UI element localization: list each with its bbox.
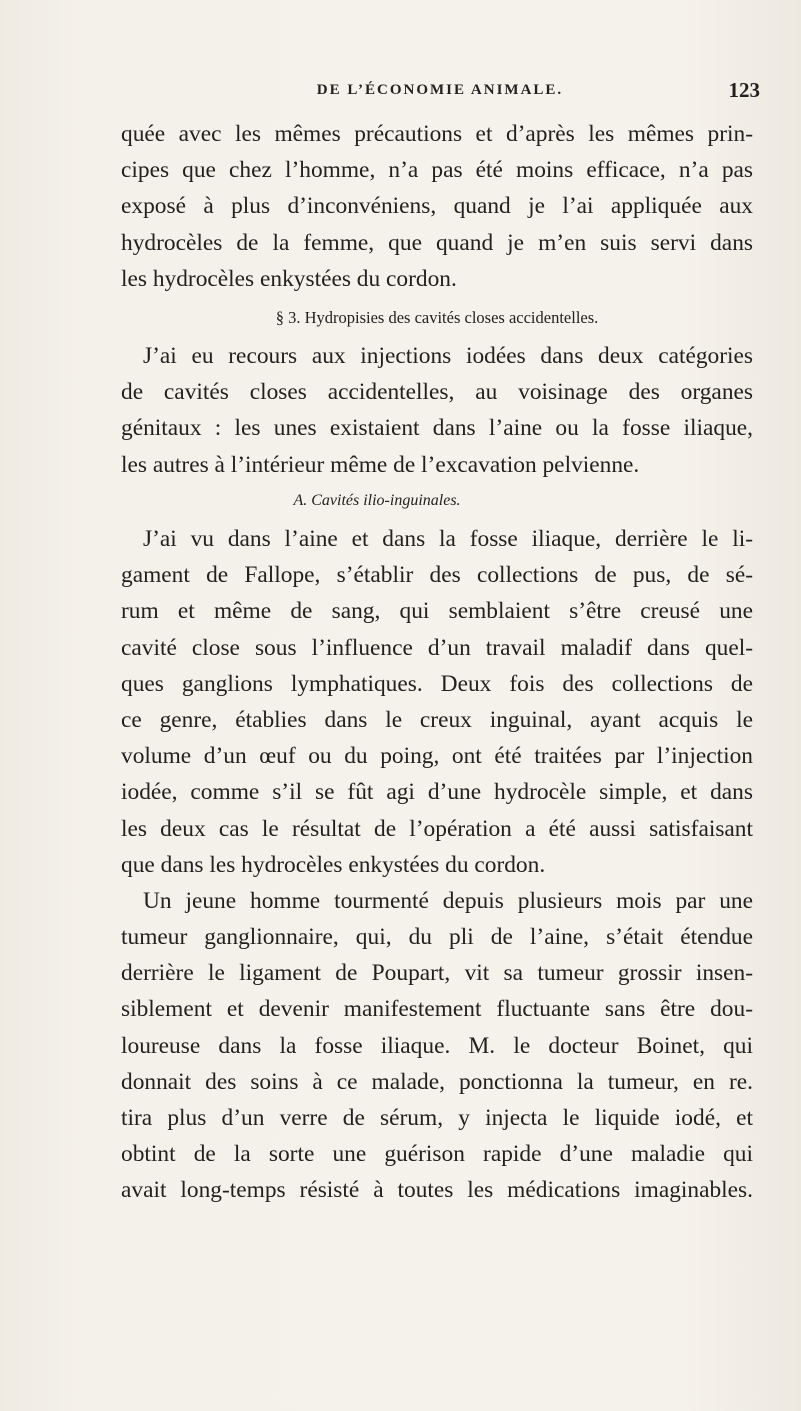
- paragraph-cavites-closes: [121, 338, 753, 483]
- text-line: tira plus d’un verre de sérum, y injecta le liquide iodé, et: [121, 1105, 753, 1131]
- text-line: Un jeune homme tourmenté depuis plusieurs mois par une: [143, 887, 753, 914]
- text-line: loureuse dans la fosse iliaque. M. le docteur Boinet, qui: [121, 1032, 753, 1059]
- text-line: tumeur ganglionnaire, qui, du pli de l’aine, s’était étendue: [121, 924, 753, 951]
- paragraph-continuation: [121, 116, 753, 297]
- text-line: avait long-temps résisté à toutes les médications imaginables.: [121, 1177, 753, 1204]
- text-line: cavité close sous l’influence d’un travail maladif dans quel-: [121, 634, 753, 661]
- text-line: que dans les hydrocèles enkystées du cordon.: [121, 851, 546, 878]
- section-heading-block: [121, 303, 753, 333]
- page-header: [120, 78, 760, 110]
- text-line: les autres à l’intérieur même de l’excavation pelvienne.: [121, 451, 640, 478]
- text-line: obtint de la sorte une guérison rapide d’une maladie qui: [121, 1141, 753, 1168]
- page-number: 123: [728, 78, 760, 102]
- text-line: donnait des soins à ce malade, ponctionna la tumeur, en re.: [121, 1068, 753, 1095]
- text-line: rum et même de sang, qui semblaient s’être creusé une: [121, 598, 753, 625]
- text-line: siblement et devenir manifestement fluctuante sans être dou-: [121, 996, 753, 1023]
- subheading: A. Cavités ilio-inguinales.: [293, 492, 461, 509]
- text-line: ce genre, établies dans le creux inguinal, ayant acquis le: [121, 706, 753, 733]
- text-line: quée avec les mêmes précautions et d’après les mêmes prin-: [121, 121, 753, 147]
- text-line: J’ai eu recours aux injections iodées dans deux catégories: [143, 343, 753, 369]
- text-line: cipes que chez l’homme, n’a pas été moins efficace, n’a pas: [121, 157, 753, 184]
- text-line: volume d’un œuf ou du poing, ont été traitées par l’injection: [121, 743, 753, 770]
- text-line: hydrocèles de la femme, que quand je m’en suis servi dans: [121, 229, 753, 256]
- text-line: exposé à plus d’inconvéniens, quand je l’ai appliquée aux: [121, 193, 753, 220]
- text-line: les hydrocèles enkystées du cordon.: [121, 265, 457, 292]
- text-line: derrière le ligament de Poupart, vit sa tumeur grossir insen-: [121, 960, 753, 987]
- text-line: ques ganglions lymphatiques. Deux fois des collections de: [121, 670, 753, 697]
- text-line: gament de Fallope, s’établir des collections de pus, de sé-: [121, 562, 753, 589]
- text-line: génitaux : les unes existaient dans l’aine ou la fosse iliaque,: [121, 415, 753, 442]
- running-title: DE L’ÉCONOMIE ANIMALE.: [316, 82, 564, 98]
- text-line: les deux cas le résultat de l’opération a été aussi satisfaisant: [121, 815, 753, 842]
- text-line: de cavités closes accidentelles, au voisinage des organes: [121, 379, 753, 406]
- section-heading: § 3. Hydropisies des cavités closes accidentelles.: [275, 308, 599, 327]
- subheading-block: [121, 486, 753, 516]
- paragraph-ilio-inguinales: [121, 521, 753, 1209]
- text-line: J’ai vu dans l’aine et dans la fosse iliaque, derrière le li-: [143, 526, 753, 552]
- text-line: iodée, comme s’il se fût agi d’une hydrocèle simple, et dans: [121, 779, 753, 806]
